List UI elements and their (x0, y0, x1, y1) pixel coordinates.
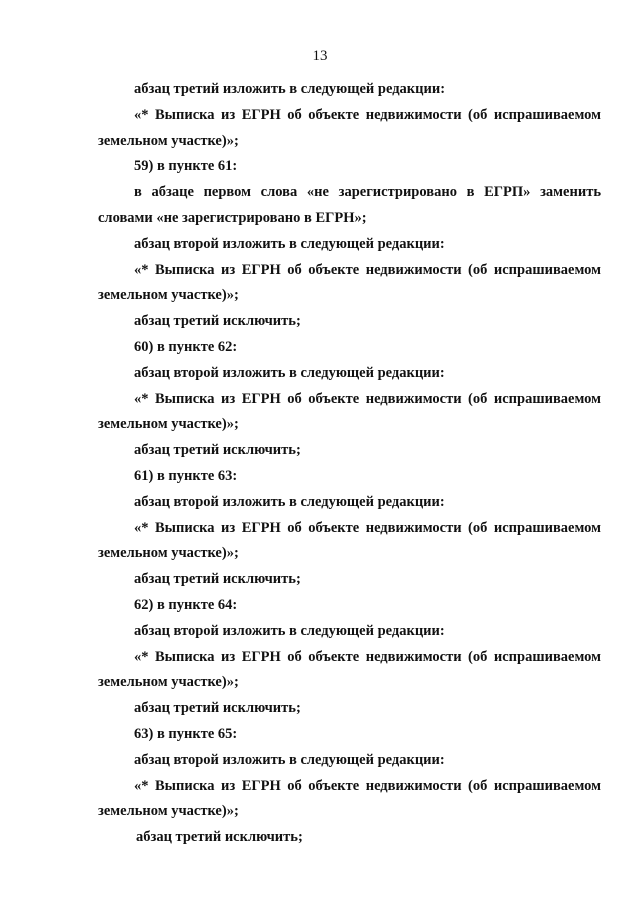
document-body (98, 77, 601, 851)
paragraph: абзац второй изложить в следующей редакции: (134, 364, 445, 381)
paragraph: «* Выписка из ЕГРН об объекте недвижимости (об испрашиваемом земельном участке)»; (98, 106, 601, 149)
paragraph: в абзаце первом слова «не зарегистрировано в ЕГРП» заменить словами «не зарегистрировано в ЕГРН»; (98, 184, 601, 226)
paragraph: 60) в пункте 62: (134, 338, 238, 355)
paragraph: абзац третий исключить; (134, 442, 301, 459)
paragraph: абзац второй изложить в следующей редакции: (134, 622, 445, 639)
paragraph: 61) в пункте 63: (134, 467, 238, 484)
paragraph: абзац второй изложить в следующей редакции: (134, 493, 445, 510)
paragraph: «* Выписка из ЕГРН об объекте недвижимости (об испрашиваемом земельном участке)»; (98, 261, 601, 304)
paragraph: 62) в пункте 64: (134, 596, 238, 613)
paragraph: «* Выписка из ЕГРН об объекте недвижимости (об испрашиваемом земельном участке)»; (98, 777, 601, 820)
paragraph: абзац второй изложить в следующей редакции: (134, 235, 445, 252)
paragraph: абзац третий исключить; (134, 313, 301, 330)
paragraph: 59) в пункте 61: (134, 158, 238, 175)
paragraph: «* Выписка из ЕГРН об объекте недвижимости (об испрашиваемом земельном участке)»; (98, 390, 601, 433)
paragraph: абзац третий изложить в следующей редакции: (134, 81, 446, 97)
paragraph: абзац третий исключить; (134, 571, 301, 588)
paragraph: абзац второй изложить в следующей редакции: (134, 751, 445, 768)
paragraph: «* Выписка из ЕГРН об объекте недвижимости (об испрашиваемом земельном участке)»; (98, 519, 601, 562)
paragraph: 63) в пункте 65: (134, 725, 238, 742)
paragraph: абзац третий исключить; (136, 829, 303, 846)
paragraph: «* Выписка из ЕГРН об объекте недвижимости (об испрашиваемом земельном участке)»; (98, 648, 601, 691)
page-number: 13 (312, 48, 328, 64)
paragraph: абзац третий исключить; (134, 700, 301, 717)
